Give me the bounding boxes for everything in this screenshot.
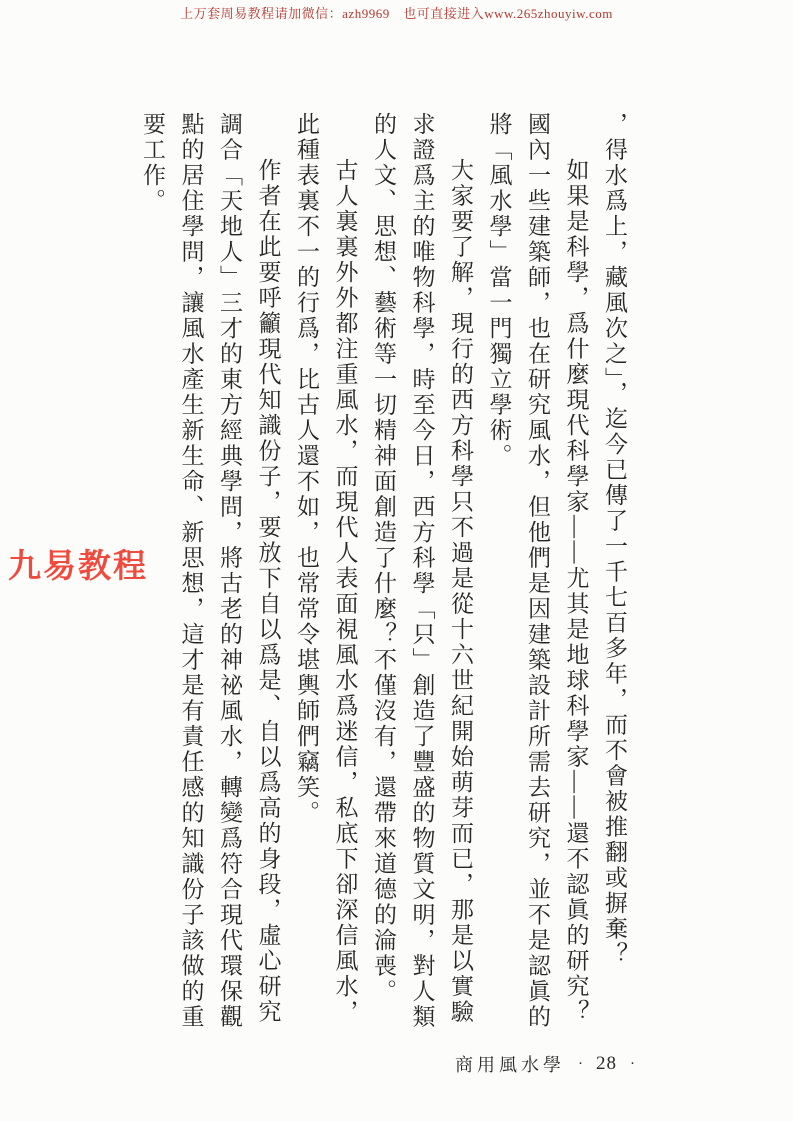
page-footer bbox=[455, 1051, 635, 1077]
paragraph: ，得水爲上，藏風次之」，迄今已傳了一千七百多年，而不會被推翻或摒棄？ bbox=[602, 112, 627, 968]
promo-header bbox=[0, 3, 793, 22]
watermark-text: 九易教程 bbox=[8, 547, 148, 584]
promo-header-text: 上万套周易教程请加微信：azh9969 也可直接进入www.265zhouyiw.com bbox=[180, 6, 613, 21]
paragraph: 作者在此要呼籲現代知識份子，要放下自以爲是、自以爲高的身段，虛心研究調合「天地人」三才的東方經典學問，將古老的神祕風水，轉變爲符合現代環保觀點的居住學問，讓風水產生新生命、新思想，這才是有責任感的知識份子該做的重要工作。 bbox=[140, 112, 281, 1030]
page-body-text bbox=[133, 112, 634, 1036]
footer-separator-dot: · bbox=[630, 1055, 635, 1072]
paragraph: 如果是科學，爲什麼現代科學家——尤其是地球科學家——還不認眞的研究？國內一些建築師，也在研究風水，但他們是因建築設計所需去研究，並不是認眞的將「風水學」當一門獨立學術。 bbox=[486, 112, 589, 1030]
book-title: 商用風水學 bbox=[455, 1055, 565, 1075]
paragraph: 大家要了解，現行的西方科學只不過是從十六世紀開始萌芽而已，那是以實驗求證爲主的唯物科學，時至今日，西方科學「只」創造了豐盛的物質文明，對人類的人文、思想、藝術等一切精神面創造了什麼？不僅沒有，還帶來道德的淪喪。 bbox=[371, 112, 473, 1030]
paragraph: 古人裏裏外外都注重風水，而現代人表面視風水爲迷信，私底下卻深信風水，此種表裏不一的行爲，比古人還不如，也常常令堪輿師們竊笑。 bbox=[294, 112, 358, 1025]
footer-separator-dot: · bbox=[578, 1055, 583, 1072]
page-number: 28 bbox=[596, 1053, 617, 1074]
